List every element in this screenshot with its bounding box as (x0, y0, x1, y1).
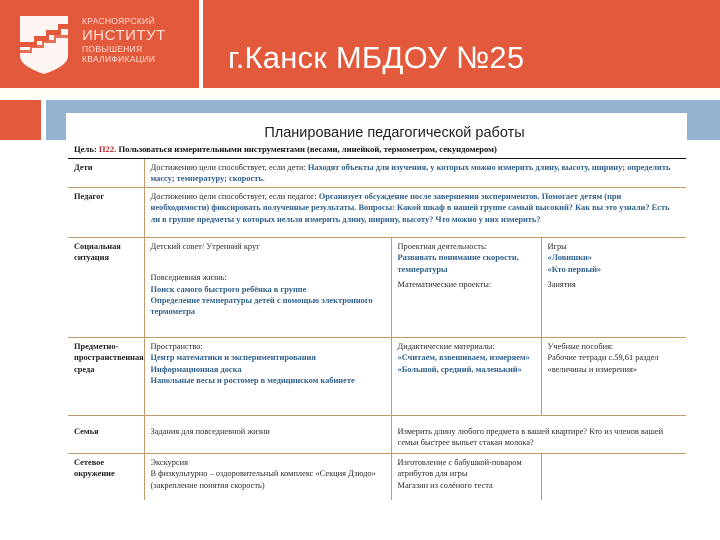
network-cell-3 (541, 453, 686, 500)
row-intro: Достижению цели способствует, если дети: (150, 163, 308, 172)
row-label: Семья (68, 415, 144, 453)
cell-item: «Ловишки» (547, 253, 592, 263)
cell-item: «Кто первый» (547, 264, 602, 274)
cell-heading: Игры (547, 241, 567, 251)
cell-item: Рабочие тетради с.59,61 раздел «величины и измерения» (547, 353, 659, 374)
logo-line-1: КРАСНОЯРСКИЙ (82, 16, 155, 26)
cell-subheading: Занятия (547, 280, 576, 290)
row-label: Предметно-пространственная среда (68, 337, 144, 415)
row-content (144, 159, 686, 187)
cell-heading: Пространство: (150, 341, 203, 351)
cell-item: «Большой, средний, маленький» (397, 364, 522, 374)
cell-subheading: Повседневная жизнь: (150, 273, 227, 283)
cell-heading: Экскурсия (150, 457, 188, 467)
family-cell-1: Задания для повседневной жизни (144, 415, 391, 453)
cell-item: Напольные весы и ростомер в медицинском кабинете (150, 376, 355, 386)
row-label: Педагог (68, 187, 144, 237)
goal-prefix: Цель: (74, 144, 99, 154)
slide-title: г.Канск МБДОУ №25 (228, 40, 525, 75)
cell-item: Центр математики и экспериментирования (150, 353, 316, 363)
cell-text: Магазин из солёного теста (397, 480, 493, 490)
goal-text: Пользоваться измерительными инструментами (весами, линейкой, термометром, секундомером) (116, 144, 497, 154)
table-row-teacher (68, 187, 686, 237)
table-row-children (68, 159, 686, 187)
logo-line-4: КВАЛИФИКАЦИИ (82, 54, 156, 64)
goal-code: П22. (98, 144, 117, 154)
cell-heading: Дидактические материалы: (397, 341, 495, 351)
cell-text: В физкультурно – оздоровительный комплекс «Секция Дзюдо» (закрепление понятия скорость) (150, 469, 376, 490)
environment-cell-1 (144, 337, 391, 415)
environment-cell-3 (541, 337, 686, 415)
row-label: Социальная ситуация (68, 237, 144, 337)
cell-item: Развивать понимание скорости, температуры (397, 253, 519, 274)
social-cell-1 (144, 237, 391, 337)
goal-line (66, 142, 687, 155)
planning-table (68, 159, 686, 500)
cell-subheading: Математические проекты: (397, 280, 492, 290)
social-cell-3 (541, 237, 686, 337)
row-highlight: Организует обсуждение после завершения экспериментов. Помогает детям (при необходимости) фиксировать полученные результаты. Вопросы: Какой шкаф в нашей группе самый высокий? Как вы это узнали? Есть ли в группе предметы у которых нельзя измерить длину, ширину, высоту? Что можно у них измерить? (150, 191, 670, 224)
family-cell-2: Измерить длину любого предмета в вашей квартире? Кто из членов вашей семьи быстрее выпьет стакан молока? (391, 415, 686, 453)
network-cell-1 (144, 453, 391, 500)
cell-heading: Проектная деятельность: (397, 241, 488, 251)
row-content (144, 187, 686, 237)
cell-item: Информационная доска (150, 364, 242, 374)
row-intro: Достижению цели способствует, если педагог: (150, 191, 319, 201)
logo-line-3: ПОВЫШЕНИЯ (82, 43, 143, 54)
institute-logo-panel (0, 0, 199, 88)
institute-shield-icon (20, 16, 68, 74)
row-highlight: Находят объекты для изучения, у которых можно измерить длину, высоту, ширину; определить массу; температуру; скорость. (150, 163, 671, 184)
cell-heading: Детский совет/ Утренний круг (150, 241, 260, 251)
header-divider (0, 88, 720, 98)
accent-bar-orange (0, 100, 41, 140)
cell-item: «Считаем, взвешиваем, измеряем» (397, 353, 530, 363)
logo-line-2: ИНСТИТУТ (82, 26, 166, 44)
row-label: Сетевое окружение (68, 453, 144, 500)
cell-text: Изготовление с бабушкой-поваром атрибутов для игры (397, 457, 522, 479)
table-row-environment (68, 337, 686, 415)
document-title: Планирование педагогической работы (264, 125, 525, 141)
spacer (151, 252, 386, 272)
planning-document (66, 113, 687, 500)
cell-item: Поиск самого быстрого ребёнка в группе (150, 284, 307, 294)
table-row-family (68, 415, 686, 453)
cell-heading: Учебные пособия: (547, 341, 614, 351)
table-row-social (68, 237, 686, 337)
cell-item: Определение температуры детей с помощью электронного термометра (150, 296, 373, 317)
social-cell-2 (391, 237, 541, 337)
row-label: Дети (68, 159, 144, 187)
institute-name (82, 17, 166, 64)
table-row-network (68, 453, 686, 500)
network-cell-2 (391, 453, 541, 500)
environment-cell-2 (391, 337, 541, 415)
